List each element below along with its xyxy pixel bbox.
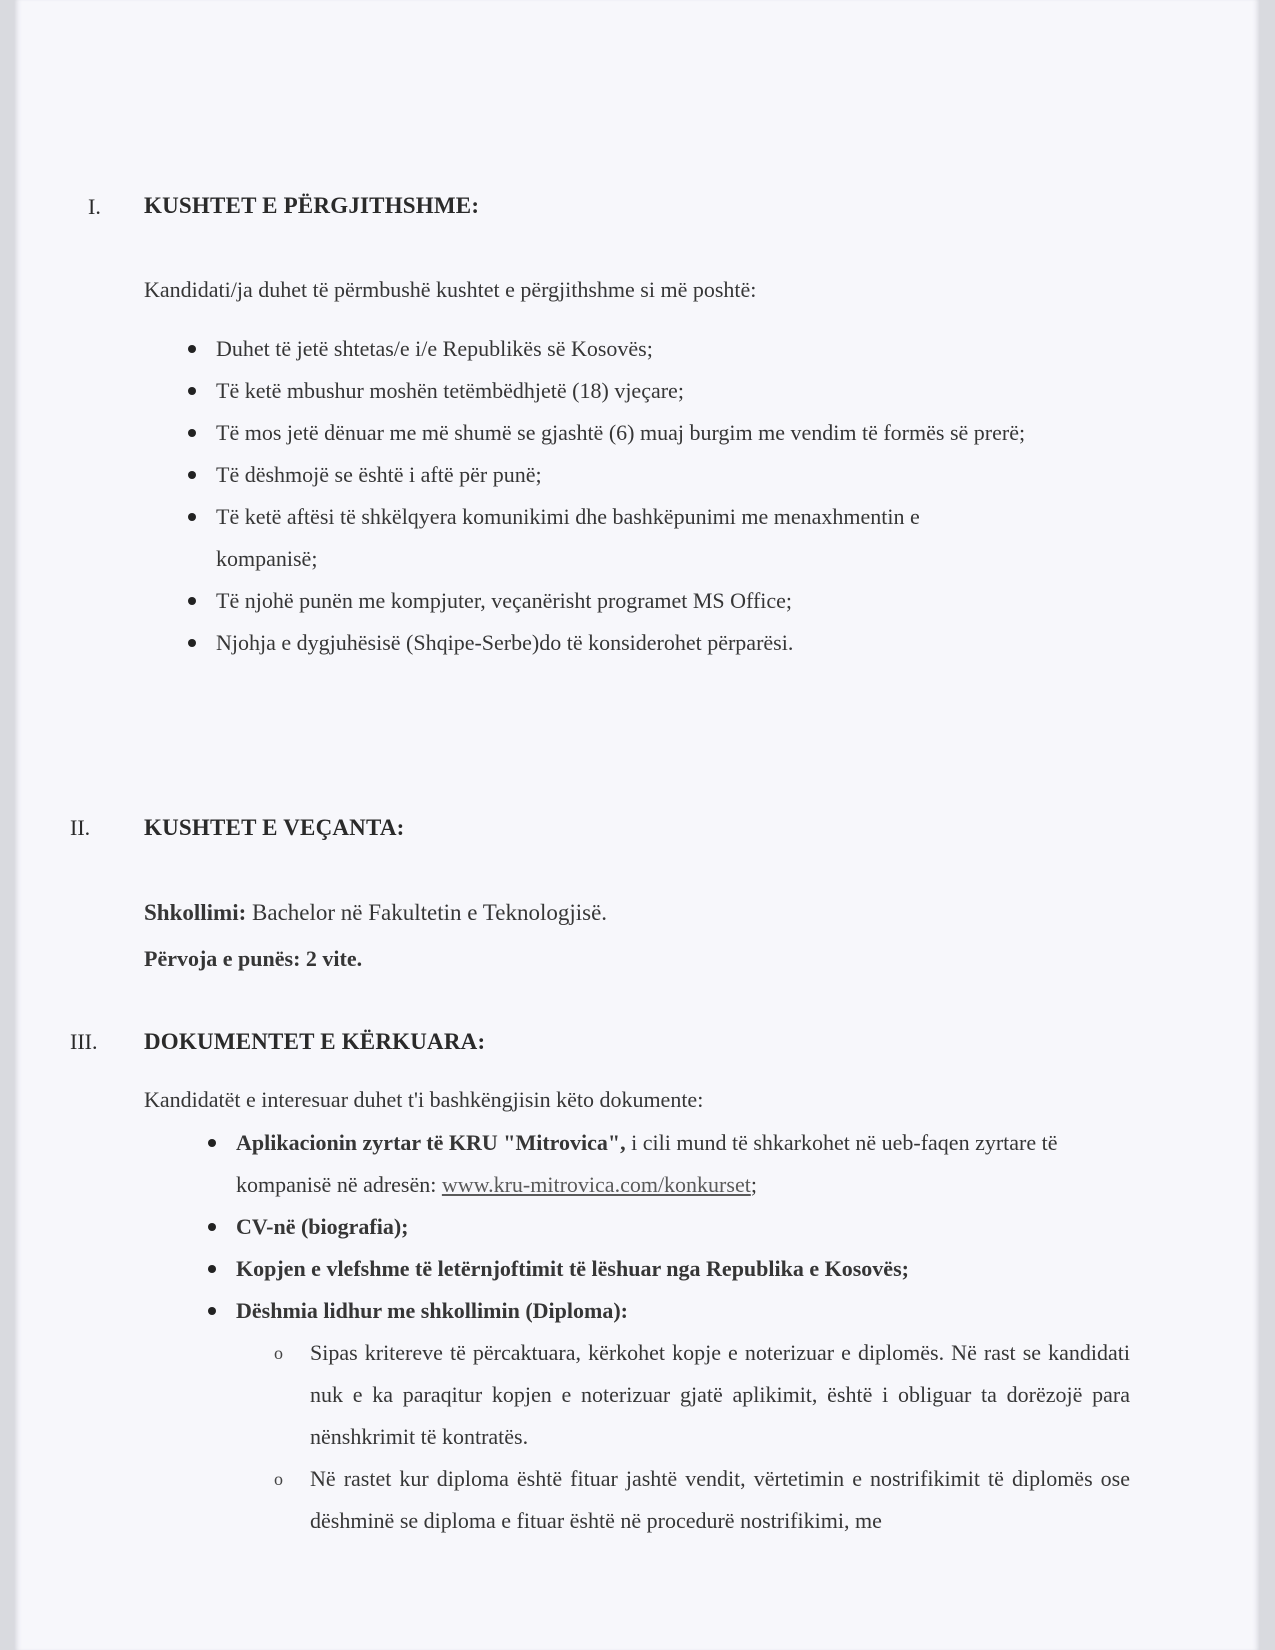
bullet-icon <box>188 639 196 647</box>
list-item: Kopjen e vlefshme të letërnjoftimit të lëshuar nga Republika e Kosovës; <box>214 1248 1134 1290</box>
list-item: o Sipas kritereve të përcaktuara, kërkohet kopje e noterizuar e diplomës. Në rast se kandidati nuk e ka paraqitur kopjen e noterizuar gjatë aplikimit, është i obliguar ta dorëzojë para nënshkrimit të kontratës. <box>310 1332 1130 1458</box>
general-conditions-list <box>194 328 1094 664</box>
list-item: Të ketë mbushur moshën tetëmbëdhjetë (18) vjeçare; <box>194 370 1094 412</box>
bullet-icon <box>188 471 196 479</box>
list-item: o Në rastet kur diploma është fituar jashtë vendit, vërtetimin e nostrifikimit të diplomës ose dëshminë se diploma e fituar është në procedurë nostrifikimi, me <box>310 1458 1130 1542</box>
section-3-title: DOKUMENTET E KËRKUARA: <box>144 1029 486 1054</box>
list-item: Njohja e dygjuhësisë (Shqipe-Serbe)do të konsiderohet përparësi. <box>194 622 1094 664</box>
list-item: CV-në (biografia); <box>214 1206 1134 1248</box>
list-item: Aplikacionin zyrtar të KRU "Mitrovica", i cili mund të shkarkohet në ueb-faqen zyrtare të kompanisë në adresën: www.kru-mitrovica.com/konkurset; <box>214 1122 1134 1206</box>
section-2-number: II. <box>70 815 91 840</box>
bullet-icon <box>208 1307 216 1315</box>
list-item: Të njohë punën me kompjuter, veçanërisht programet MS Office; <box>194 580 1094 622</box>
konkurset-link[interactable]: www.kru-mitrovica.com/konkurset <box>441 1172 751 1197</box>
section-1-title: KUSHTET E PËRGJITHSHME: <box>144 193 480 218</box>
section-3-number: III. <box>70 1029 98 1054</box>
document-page <box>14 0 1260 1650</box>
required-documents-list <box>214 1122 1134 1332</box>
bullet-icon <box>188 513 196 521</box>
section-1-intro: Kandidati/ja duhet të përmbushë kushtet e përgjithshme si më poshtë: <box>144 277 757 302</box>
education-value: Bachelor në Fakultetin e Teknologjisë. <box>246 900 608 925</box>
bullet-icon <box>188 597 196 605</box>
section-1-number: I. <box>88 194 101 219</box>
bullet-icon <box>188 345 196 353</box>
bullet-icon <box>208 1223 216 1231</box>
list-item: Dëshmia lidhur me shkollimin (Diploma): <box>214 1290 1134 1332</box>
section-2-title: KUSHTET E VEÇANTA: <box>144 815 405 840</box>
experience-line: Përvoja e punës: 2 vite. <box>144 946 363 971</box>
diploma-subitems-list <box>274 1332 1130 1542</box>
circle-bullet-icon: o <box>274 1343 283 1363</box>
circle-bullet-icon: o <box>274 1469 283 1489</box>
education-label: Shkollimi: <box>144 900 247 925</box>
list-item: Të ketë aftësi të shkëlqyera komunikimi dhe bashkëpunimi me menaxhmentin e kompanisë; <box>194 496 1094 580</box>
list-item: Të mos jetë dënuar me më shumë se gjashtë (6) muaj burgim me vendim të formës së prerë; <box>194 412 1094 454</box>
bullet-icon <box>208 1139 216 1147</box>
bullet-icon <box>208 1265 216 1273</box>
education-line <box>144 900 607 926</box>
list-item: Duhet të jetë shtetas/e i/e Republikës së Kosovës; <box>194 328 1094 370</box>
bullet-icon <box>188 429 196 437</box>
bullet-icon <box>188 387 196 395</box>
list-item: Të dëshmojë se është i aftë për punë; <box>194 454 1094 496</box>
section-3-intro: Kandidatët e interesuar duhet t'i bashkëngjisin këto dokumente: <box>144 1087 704 1112</box>
